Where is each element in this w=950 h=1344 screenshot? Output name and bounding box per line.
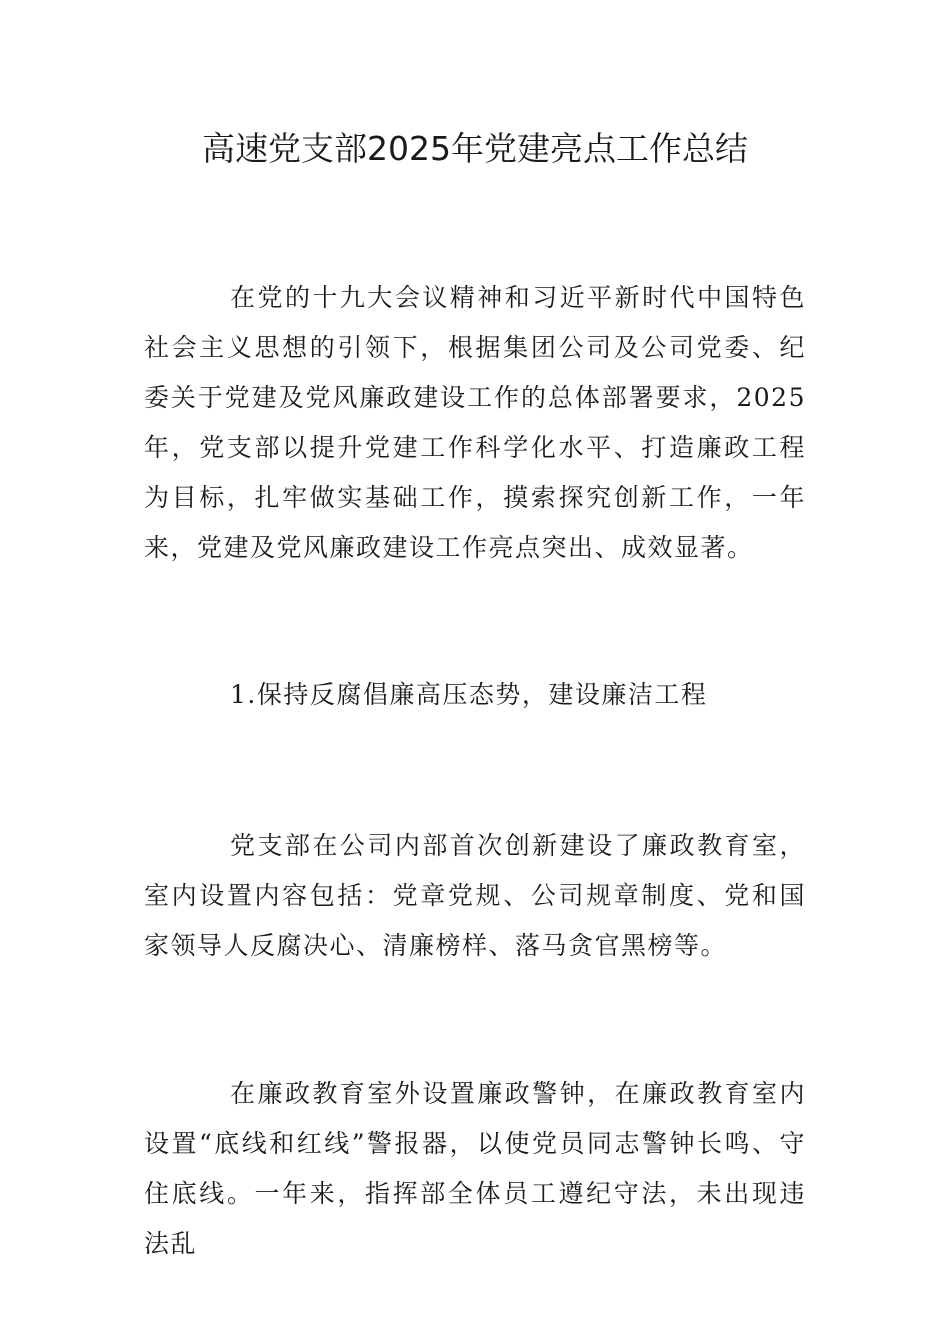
paragraph-education-room: 党支部在公司内部首次创新建设了廉政教育室，室内设置内容包括：党章党规、公司规章制度、党和国家领导人反腐决心、清廉榜样、落马贪官黑榜等。 (144, 831, 806, 960)
section-heading: 1.保持反腐倡廉高压态势，建设廉洁工程 (230, 680, 708, 709)
paragraph-alarm-bell: 在廉政教育室外设置廉政警钟，在廉政教育室内设置“底线和红线”警报器，以使党员同志警钟长鸣、守住底线。一年来，指挥部全体员工遵纪守法，未出现违法乱 (144, 1079, 806, 1258)
paragraph-intro: 在党的十九大会议精神和习近平新时代中国特色社会主义思想的引领下，根据集团公司及公司党委、纪委关于党建及党风廉政建设工作的总体部署要求，2025年，党支部以提升党建工作科学化水平、打造廉政工程为目标，扎牢做实基础工作，摸索探究创新工作，一年来，党建及党风廉政建设工作亮点突出、成效显著。 (144, 283, 806, 562)
document-title: 高速党支部2025年党建亮点工作总结 (202, 129, 748, 168)
